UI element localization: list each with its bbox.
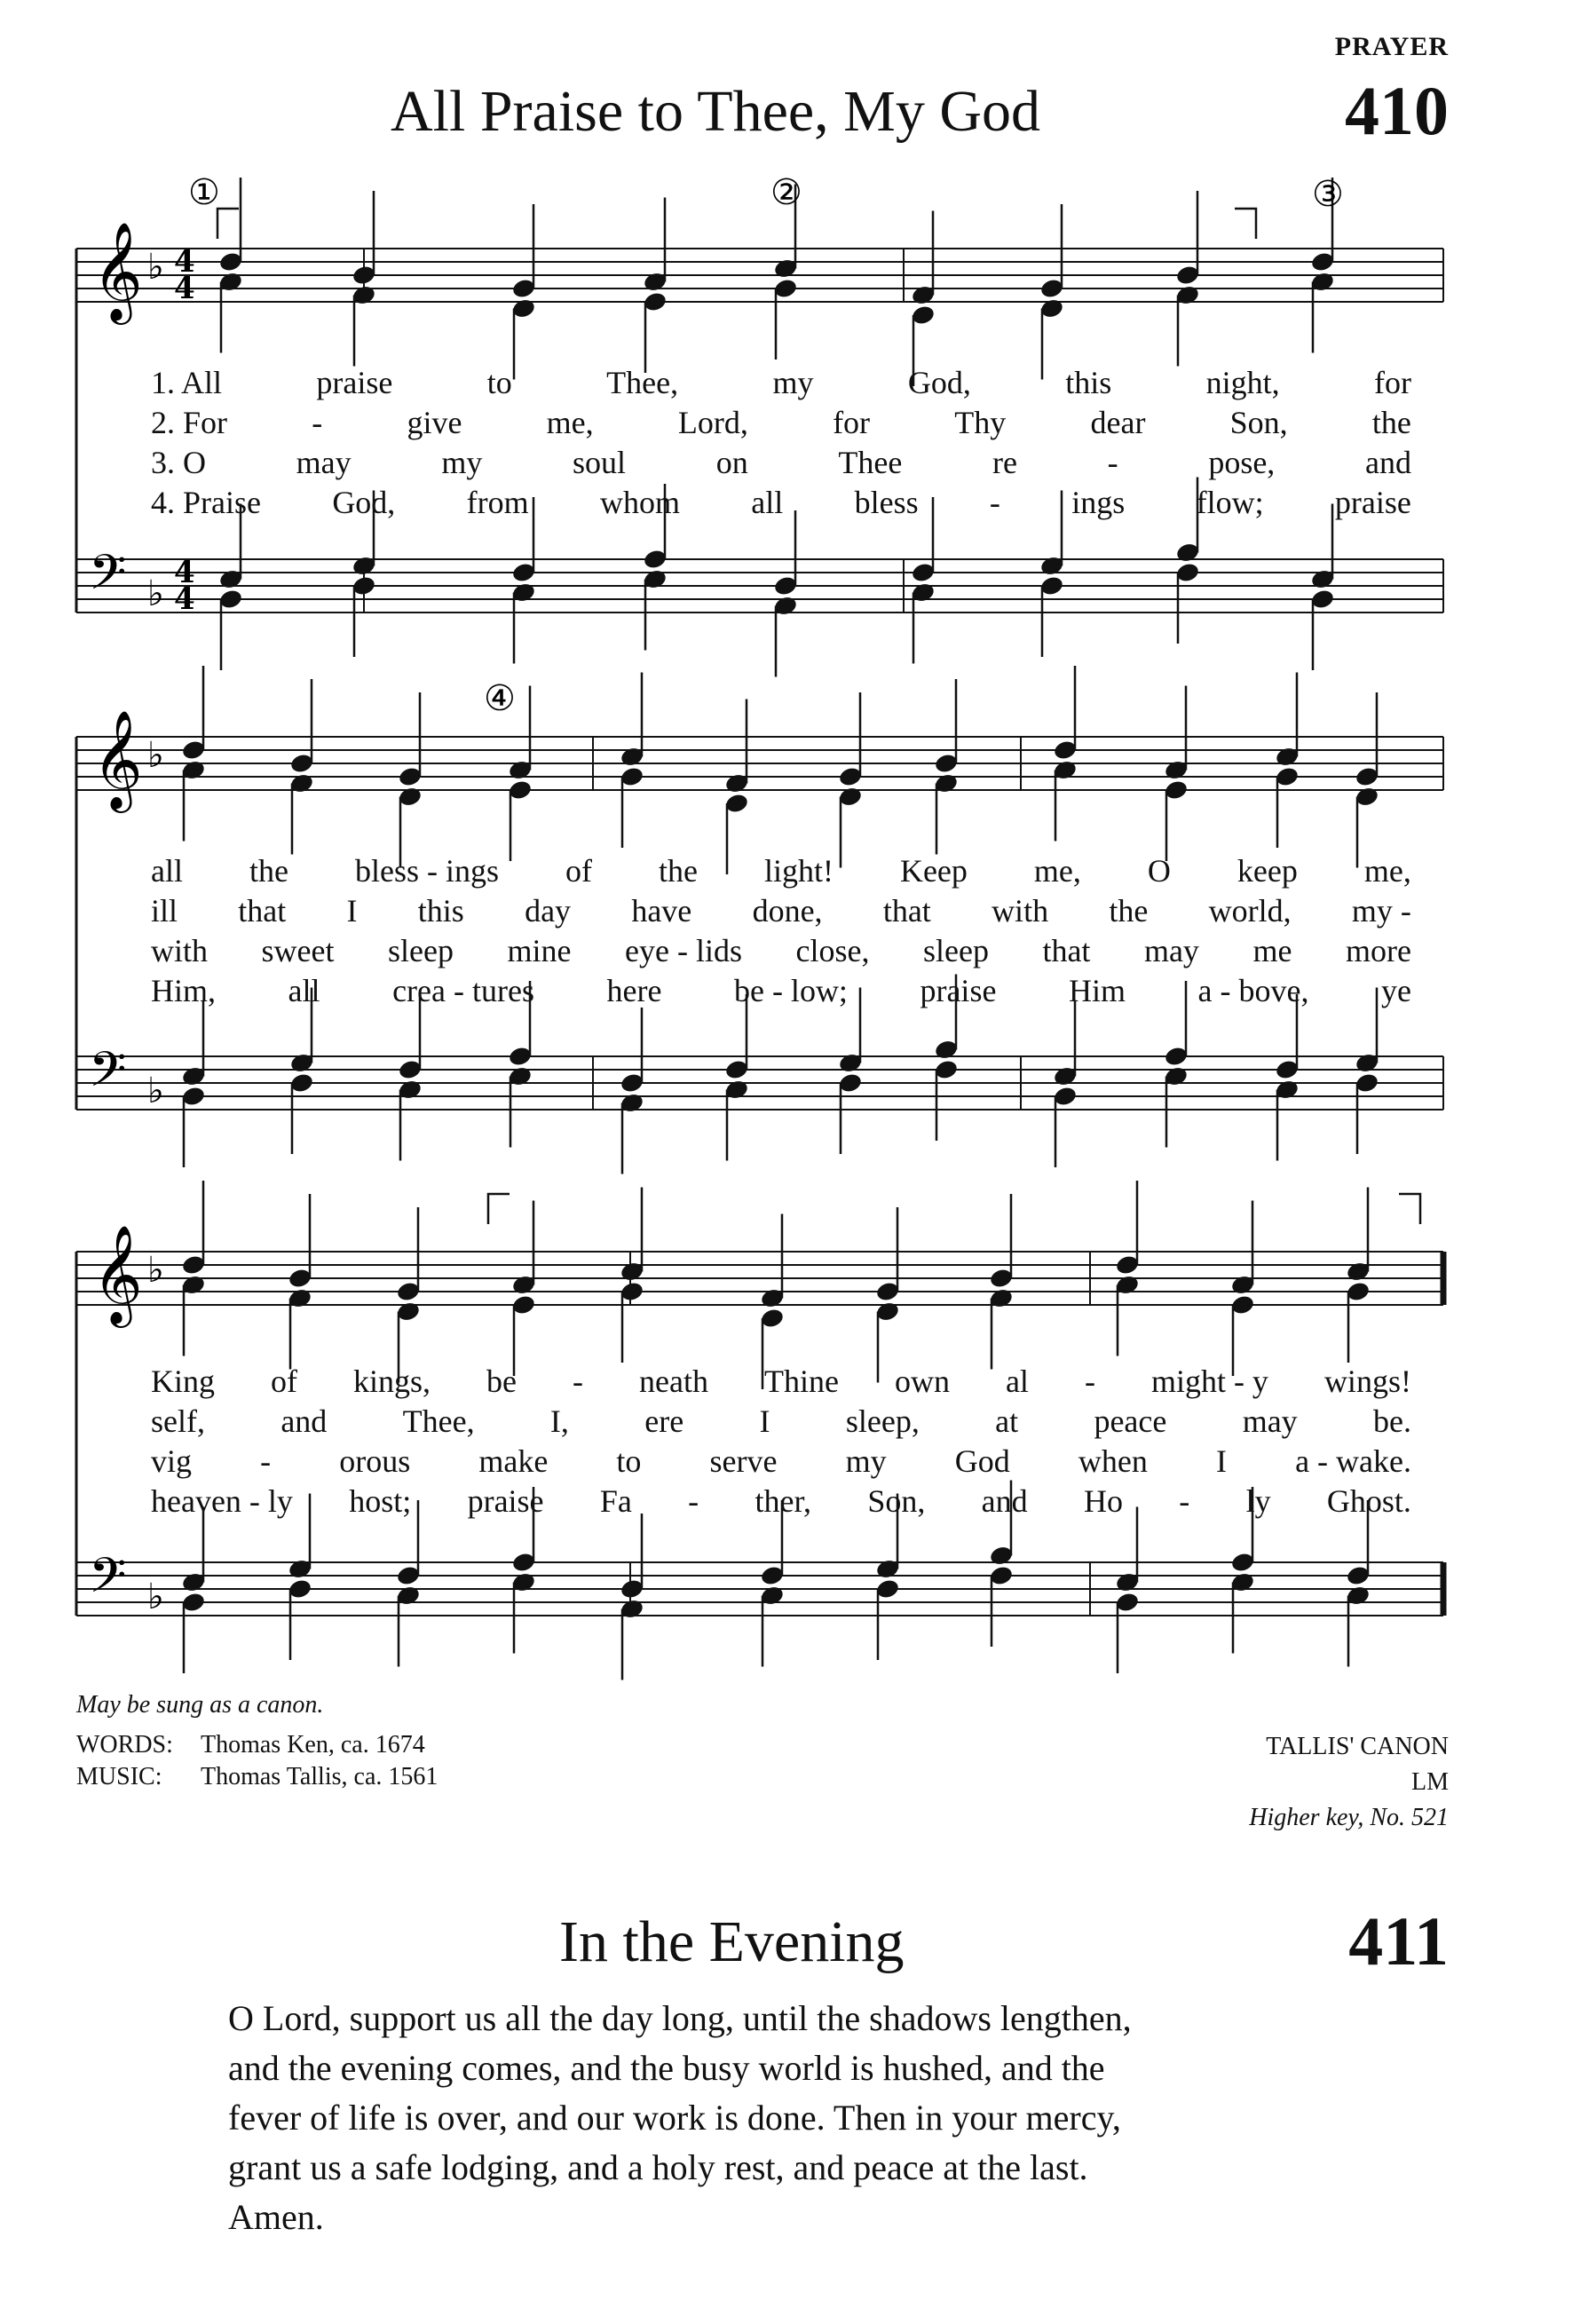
- lyric-syllable: of: [565, 853, 592, 889]
- lyric-syllable: wings!: [1323, 1363, 1411, 1399]
- lyric-syllable: sleep,: [845, 1403, 920, 1439]
- lyric-line: [151, 444, 1411, 481]
- treble-clef-icon: 𝄞: [92, 1224, 143, 1324]
- lyric-syllable: praise: [1334, 485, 1411, 520]
- lyric-syllable: Ghost.: [1326, 1483, 1411, 1519]
- lyric-syllable: me: [1252, 933, 1292, 968]
- prayer-line: fever of life is over, and our work is done. Then in your mercy,: [228, 2098, 1121, 2138]
- lyric-syllable: be.: [1373, 1403, 1411, 1439]
- lyric-syllable: kings,: [353, 1363, 431, 1399]
- lyric-syllable: the: [1371, 405, 1411, 440]
- lyric-syllable: Keep: [899, 853, 968, 889]
- lyric-syllable: I: [1215, 1443, 1227, 1479]
- lyric-syllable: and: [1364, 445, 1411, 480]
- lyric-syllable: God,: [907, 365, 971, 400]
- lyric-syllable: and: [280, 1403, 328, 1439]
- lyric-syllable: be - low;: [733, 973, 848, 1008]
- lyric-syllable: praise: [920, 973, 997, 1008]
- lyric-syllable: -: [260, 1443, 272, 1479]
- prayer-line: grant us a safe lodging, and a holy rest, and peace at the last.: [228, 2147, 1088, 2187]
- music-label: MUSIC:: [76, 1763, 162, 1790]
- prayer-line: Amen.: [228, 2197, 324, 2237]
- lyric-syllable: I: [346, 893, 358, 929]
- lyric-syllable: -: [312, 405, 323, 440]
- lyric-syllable: on: [715, 445, 748, 480]
- lyric-syllable: Him: [1068, 973, 1126, 1008]
- time-signature: 4: [174, 581, 195, 617]
- lyric-syllable: -: [688, 1483, 699, 1519]
- lyric-syllable: the: [658, 853, 698, 889]
- words-author: Thomas Ken, ca. 1674: [201, 1731, 425, 1759]
- lyric-syllable: I: [759, 1403, 770, 1439]
- lyric-syllable: done,: [752, 893, 823, 929]
- lyric-syllable: world,: [1208, 893, 1292, 929]
- lyric-line: [151, 1442, 1411, 1480]
- lyric-syllable: Him,: [151, 973, 217, 1008]
- flat-icon: ♭: [147, 247, 164, 288]
- lyric-syllable: 3. O: [151, 445, 206, 480]
- lyric-syllable: from: [466, 485, 529, 520]
- lyric-line: [151, 1363, 1411, 1400]
- lyric-syllable: King: [151, 1363, 215, 1399]
- lyric-syllable: -: [989, 485, 1000, 520]
- lyric-syllable: praise: [316, 365, 393, 400]
- lyric-syllable: -: [1179, 1483, 1190, 1519]
- lyric-line: [151, 972, 1411, 1009]
- lyric-syllable: praise: [467, 1483, 544, 1519]
- lyric-syllable: Son,: [867, 1483, 926, 1519]
- lyric-syllable: for: [833, 405, 871, 440]
- tune-name: TALLIS' CANON: [1266, 1733, 1449, 1760]
- lyric-syllable: make: [478, 1443, 549, 1479]
- lyric-syllable: I,: [549, 1403, 569, 1439]
- lyric-syllable: me,: [546, 405, 594, 440]
- lyric-syllable: be: [486, 1363, 517, 1399]
- time-signature: 4: [174, 271, 195, 306]
- lyric-syllable: my: [845, 1443, 887, 1479]
- lyric-syllable: more: [1345, 933, 1411, 968]
- lyric-syllable: me,: [1363, 853, 1411, 889]
- lyric-syllable: my: [441, 445, 483, 480]
- lyric-syllable: a - bove,: [1197, 973, 1309, 1008]
- flat-icon: ♭: [147, 1577, 164, 1617]
- canon-footnote: May be sung as a canon.: [76, 1691, 324, 1719]
- lyric-syllable: Thee: [838, 445, 903, 480]
- lyric-syllable: all: [288, 973, 320, 1008]
- hymn-410-number: 410: [1345, 72, 1449, 149]
- lyric-syllable: day: [525, 893, 572, 929]
- lyric-syllable: ill: [151, 893, 178, 929]
- lyric-syllable: when: [1078, 1443, 1148, 1479]
- bass-clef-icon: 𝄢: [89, 544, 127, 613]
- lyric-syllable: ere: [644, 1403, 684, 1439]
- flat-icon: ♭: [147, 735, 164, 776]
- lyric-syllable: that: [1042, 933, 1091, 968]
- lyric-syllable: heaven - ly: [151, 1483, 293, 1519]
- lyric-syllable: -: [1107, 445, 1118, 480]
- lyric-syllable: Thee,: [606, 365, 679, 400]
- lyric-syllable: might - y: [1150, 1363, 1268, 1399]
- canon-entry-mark: ①: [188, 172, 220, 213]
- lyric-syllable: soul: [573, 445, 627, 480]
- lyric-syllable: dear: [1090, 405, 1146, 440]
- alt-key: Higher key, No. 521: [1249, 1804, 1449, 1831]
- lyric-syllable: a - wake.: [1295, 1443, 1411, 1479]
- time-signature: 4: [174, 555, 195, 590]
- lyric-syllable: God: [954, 1443, 1010, 1479]
- lyric-line: [151, 852, 1411, 889]
- lyric-syllable: light!: [763, 853, 834, 889]
- lyric-syllable: Ho: [1083, 1483, 1123, 1519]
- lyric-syllable: peace: [1094, 1403, 1167, 1439]
- lyric-syllable: self,: [151, 1403, 205, 1439]
- lyric-syllable: close,: [795, 933, 870, 968]
- lyric-syllable: 1. All: [151, 365, 223, 400]
- treble-clef-icon: 𝄞: [92, 709, 143, 809]
- lyric-syllable: Fa: [599, 1483, 632, 1519]
- meter: LM: [1411, 1768, 1449, 1796]
- lyric-syllable: to: [486, 365, 512, 400]
- lyric-syllable: -: [573, 1363, 583, 1399]
- music-credit: [76, 1763, 438, 1795]
- lyric-syllable: Son,: [1229, 405, 1288, 440]
- lyric-line: [151, 892, 1411, 929]
- lyric-syllable: Thine: [763, 1363, 839, 1399]
- flat-icon: ♭: [147, 573, 164, 614]
- lyric-syllable: may: [296, 445, 352, 480]
- lyric-syllable: re: [992, 445, 1017, 480]
- lyric-syllable: for: [1374, 365, 1411, 400]
- lyric-syllable: may: [1143, 933, 1199, 968]
- lyric-syllable: at: [995, 1403, 1019, 1439]
- lyric-syllable: to: [616, 1443, 642, 1479]
- lyric-syllable: al: [1005, 1363, 1029, 1399]
- lyric-syllable: whom: [599, 485, 680, 520]
- lyric-syllable: pose,: [1208, 445, 1276, 480]
- lyric-syllable: host;: [349, 1483, 412, 1519]
- lyric-syllable: mine: [507, 933, 572, 968]
- lyric-syllable: may: [1242, 1403, 1298, 1439]
- tune-info: [1110, 1729, 1449, 1836]
- lyric-syllable: ings: [1071, 485, 1126, 520]
- flat-icon: ♭: [147, 1250, 164, 1291]
- bass-clef-icon: 𝄢: [89, 1041, 127, 1110]
- lyric-syllable: my: [772, 365, 814, 400]
- lyric-syllable: with: [151, 933, 209, 968]
- lyric-syllable: all: [751, 485, 784, 520]
- lyric-syllable: of: [271, 1363, 297, 1399]
- section-label: PRAYER: [1334, 32, 1449, 61]
- prayer-line: and the evening comes, and the busy world is hushed, and the: [228, 2048, 1105, 2088]
- lyric-syllable: Thy: [954, 405, 1007, 440]
- prayer-line: O Lord, support us all the day long, until the shadows lengthen,: [228, 1998, 1132, 2038]
- lyric-syllable: bless: [854, 485, 919, 520]
- lyric-syllable: night,: [1205, 365, 1280, 400]
- lyric-syllable: ly: [1245, 1483, 1271, 1519]
- lyric-syllable: eye - lids: [625, 933, 742, 968]
- lyric-syllable: have: [631, 893, 692, 929]
- bass-clef-icon: 𝄢: [89, 1547, 127, 1616]
- music-composer: Thomas Tallis, ca. 1561: [201, 1763, 439, 1790]
- lyric-syllable: ther,: [755, 1483, 812, 1519]
- lyric-syllable: sleep: [922, 933, 989, 968]
- lyric-syllable: neath: [639, 1363, 708, 1399]
- lyric-syllable: this: [1065, 365, 1112, 400]
- lyric-syllable: serve: [709, 1443, 778, 1479]
- lyric-syllable: Thee,: [402, 1403, 475, 1439]
- lyric-syllable: flow;: [1196, 485, 1264, 520]
- lyric-syllable: O: [1147, 853, 1171, 889]
- lyric-syllable: here: [606, 973, 662, 1008]
- flat-icon: ♭: [147, 1071, 164, 1111]
- lyric-line: [151, 404, 1411, 441]
- lyric-line: [151, 1482, 1411, 1520]
- lyric-line: [151, 1403, 1411, 1440]
- canon-entry-mark: ②: [770, 172, 802, 213]
- lyric-syllable: vig: [151, 1443, 193, 1479]
- lyric-syllable: own: [894, 1363, 950, 1399]
- lyric-syllable: Lord,: [677, 405, 748, 440]
- canon-entry-mark: ④: [484, 678, 516, 719]
- prayer-text: [228, 1994, 1293, 2242]
- lyric-syllable: me,: [1033, 853, 1081, 889]
- lyric-syllable: God,: [332, 485, 396, 520]
- lyric-syllable: keep: [1237, 853, 1298, 889]
- hymn-411-title: In the Evening: [559, 1909, 905, 1974]
- lyric-syllable: -: [1084, 1363, 1095, 1399]
- lyric-syllable: and: [981, 1483, 1028, 1519]
- words-credit: [76, 1731, 438, 1763]
- lyric-line: [151, 364, 1411, 401]
- treble-clef-icon: 𝄞: [92, 221, 143, 320]
- lyric-syllable: give: [407, 405, 462, 440]
- lyric-syllable: my -: [1351, 893, 1411, 929]
- lyric-syllable: ye: [1381, 973, 1411, 1008]
- lyric-syllable: sweet: [261, 933, 335, 968]
- hymn-411-number: 411: [1348, 1902, 1449, 1980]
- lyric-line: [151, 932, 1411, 969]
- lyric-syllable: crea - tures: [392, 973, 534, 1008]
- lyric-syllable: bless - ings: [354, 853, 499, 889]
- lyric-syllable: 4. Praise: [151, 485, 261, 520]
- credits-table: [76, 1731, 438, 1795]
- lyric-syllable: sleep: [388, 933, 454, 968]
- lyric-syllable: that: [882, 893, 931, 929]
- lyric-syllable: with: [992, 893, 1049, 929]
- words-label: WORDS:: [76, 1731, 173, 1759]
- canon-entry-mark: ③: [1312, 174, 1344, 215]
- lyric-syllable: 2. For: [151, 405, 228, 440]
- lyric-syllable: that: [238, 893, 287, 929]
- lyric-syllable: orous: [339, 1443, 411, 1479]
- hymn-410-title: All Praise to Thee, My God: [391, 79, 1041, 144]
- lyric-line: [151, 484, 1411, 521]
- lyric-syllable: the: [249, 853, 288, 889]
- lyric-syllable: all: [151, 853, 183, 889]
- time-signature: 4: [174, 244, 195, 280]
- lyric-syllable: this: [417, 893, 464, 929]
- lyric-syllable: the: [1109, 893, 1149, 929]
